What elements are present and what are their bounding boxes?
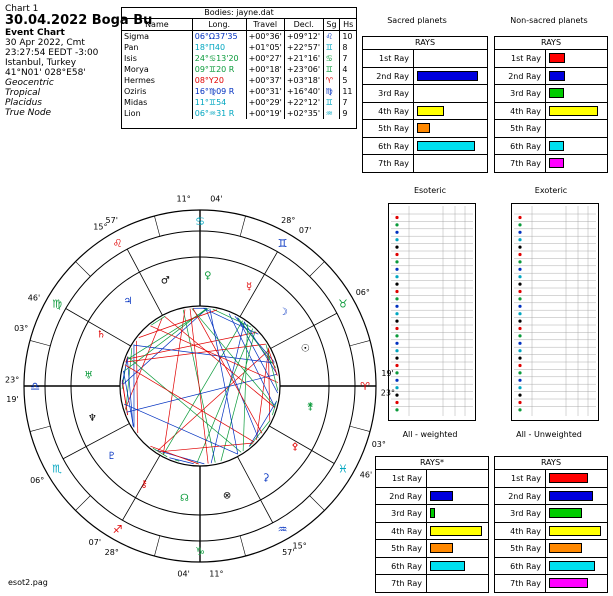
rays-panel-unweighted: [494, 456, 608, 593]
aspect-line: [136, 341, 137, 433]
cusp-degree-label: 03°: [371, 440, 386, 450]
planet-glyph-icon: ⚳: [262, 472, 270, 484]
ray-row: [376, 470, 488, 488]
ray-bar: [549, 158, 564, 168]
esoteric-mini-table: [388, 203, 476, 421]
ray-label: 6th Ray: [510, 561, 541, 571]
house-cusp-line: [238, 457, 273, 523]
wheel-inner-circle: [120, 306, 280, 466]
chart-place: Istanbul, Turkey: [5, 58, 77, 68]
bodies-cell-name: Oziris: [124, 87, 147, 96]
col-sign: Sg: [323, 19, 340, 31]
bodies-row: [122, 86, 356, 97]
bodies-cell-travel: +00°31': [246, 86, 284, 97]
cusp-degree-label: 04': [210, 194, 223, 204]
bodies-cell-decl: +03°18': [284, 75, 323, 86]
bodies-row: [122, 42, 356, 53]
zodiac-sign-icon: ♍: [52, 297, 63, 311]
ray-bar: [549, 106, 598, 116]
planet-glyph-icon: ♂: [160, 275, 170, 287]
nonsacred-title: Non-sacred planets: [510, 16, 588, 25]
ray-bar: [549, 561, 595, 571]
ray-row: [495, 50, 607, 68]
bodies-cell-name: Pan: [124, 43, 139, 52]
cusp-degree-label: 11°: [209, 569, 224, 579]
cusp-degree-label: 19': [6, 395, 19, 405]
ray-row: [376, 523, 488, 541]
unweighted-caption: All - Unweighted: [516, 430, 582, 439]
ray-row: [363, 138, 487, 156]
rays-panel-nonsacred: [494, 36, 608, 173]
ray-label: 1st Ray: [511, 54, 541, 63]
ray-row: [495, 488, 607, 506]
cusp-degree-label: 46': [27, 293, 41, 303]
rays-panel-sacred: [362, 36, 488, 173]
cusp-degree-label: 11°: [176, 194, 191, 204]
bodies-cell-hs: 5: [340, 75, 356, 86]
cusp-degree-label: 28°: [281, 216, 296, 226]
ray-label: 3rd Ray: [510, 509, 541, 518]
ray-row: [363, 50, 487, 68]
bodies-cell-long: 08°Υ20: [192, 75, 246, 86]
ray-label: 6th Ray: [391, 561, 422, 571]
rays-title: RAYS: [495, 37, 607, 50]
zodiac-sign-icon: ♎: [30, 380, 40, 393]
bodies-cell-name: Morya: [124, 65, 149, 74]
zodiac-sign-icon: ♓: [337, 462, 348, 476]
aspect-line: [190, 309, 208, 464]
bodies-title: Bodies: jayne.dat: [122, 8, 356, 19]
bodies-cell-hs: 10: [340, 31, 356, 43]
ray-bar: [430, 561, 465, 571]
ray-label: 6th Ray: [510, 141, 541, 151]
zodiac-sign-icon: ♋: [195, 215, 205, 228]
esoteric-title: Esoteric: [413, 186, 447, 195]
planet-glyph-icon: ☿: [246, 281, 253, 293]
bodies-table: [121, 7, 357, 129]
bodies-cell-long: 16°♍09 R: [192, 86, 246, 97]
ray-label: 4th Ray: [510, 106, 541, 116]
chart-opt-placidus: Placidus: [5, 98, 42, 108]
ray-row: [363, 68, 487, 86]
ray-row: [363, 103, 487, 121]
ray-row: [495, 138, 607, 156]
ray-label: 1st Ray: [392, 474, 422, 483]
exoteric-title: Exoteric: [534, 186, 568, 195]
bodies-cell-name: Isis: [124, 54, 137, 63]
ray-bar: [549, 71, 565, 81]
planet-glyph-icon: ⊗: [222, 490, 232, 502]
cusp-degree-label: 15°: [292, 541, 307, 551]
bodies-cell-long: 11°♊54: [192, 97, 246, 108]
ray-label: 2nd Ray: [389, 491, 422, 501]
bodies-cell-travel: +00°36': [246, 31, 284, 43]
bodies-cell-travel: +00°37': [246, 75, 284, 86]
bodies-cell-sg: ♌: [323, 31, 340, 43]
chart-number: Chart 1: [5, 4, 39, 14]
ray-row: [495, 120, 607, 138]
bodies-cell-decl: +21°16': [284, 53, 323, 64]
bodies-cell-long: 24°♋13'20: [192, 53, 246, 64]
cusp-degree-label: 07': [298, 226, 312, 236]
cusp-degree-label: 57': [105, 216, 118, 226]
bodies-cell-decl: +22°12': [284, 97, 323, 108]
bodies-cell-decl: +23°06': [284, 64, 323, 75]
bodies-cell-name: Hermes: [124, 76, 155, 85]
bodies-row: [122, 75, 356, 86]
col-travel: Travel: [246, 19, 284, 31]
ray-label: 4th Ray: [378, 106, 409, 116]
ray-bar: [549, 88, 564, 98]
bodies-cell-travel: +00°29': [246, 97, 284, 108]
planet-glyph-icon: ⚷: [140, 478, 148, 490]
chart-time: 23:27:54 EEDT -3:00: [5, 48, 99, 58]
bodies-cell-name: Sigma: [124, 32, 150, 41]
ray-label: 6th Ray: [378, 141, 409, 151]
rays-title: RAYS: [495, 457, 607, 470]
ray-label: 1st Ray: [511, 474, 541, 483]
bodies-cell-hs: 8: [340, 42, 356, 53]
ray-label: 7th Ray: [510, 159, 541, 168]
planet-glyph-icon: ⚴: [291, 441, 299, 453]
ray-label: 3rd Ray: [391, 509, 422, 518]
cusp-degree-label: 06°: [30, 476, 45, 485]
weighted-caption: All - weighted: [402, 430, 458, 439]
cusp-degree-label: 15°: [93, 222, 108, 232]
cusp-degree-label: 07': [88, 537, 102, 547]
ray-bar: [417, 141, 475, 151]
bodies-cell-hs: 4: [340, 64, 356, 75]
ray-label: 2nd Ray: [508, 71, 541, 81]
ray-bar: [549, 473, 588, 483]
ray-label: 2nd Ray: [376, 71, 409, 81]
ray-bar: [430, 526, 482, 536]
bodies-cell-long: 09°♊20 R: [192, 64, 246, 75]
planet-glyph-icon: ☽: [278, 307, 288, 319]
planet-glyph-icon: ♆: [87, 412, 97, 424]
bodies-cell-decl: +22°57': [284, 42, 323, 53]
aspect-line: [163, 309, 185, 454]
ray-bar: [417, 71, 478, 81]
ray-bar: [549, 491, 593, 501]
zodiac-sign-icon: ♈: [360, 380, 370, 393]
bodies-cell-decl: +09°12': [284, 31, 323, 43]
planet-glyph-icon: ♅: [84, 370, 94, 382]
ray-bar: [549, 141, 564, 151]
ray-bar: [549, 508, 582, 518]
ray-row: [376, 558, 488, 576]
zodiac-sign-icon: ♉: [337, 297, 348, 311]
ray-bar: [430, 543, 453, 553]
ray-label: 5th Ray: [510, 544, 541, 553]
aspect-line: [124, 404, 238, 454]
footer-filename: esot2.pag: [8, 578, 48, 587]
zodiac-sign-icon: ♊: [277, 237, 288, 251]
bodies-cell-long: 18°Π40: [192, 42, 246, 53]
ray-bar: [549, 543, 582, 553]
chart-opt-truenode: True Node: [5, 108, 52, 118]
cusp-degree-label: 46': [359, 470, 373, 480]
col-name: Name: [122, 19, 192, 31]
zodiac-sign-icon: ♑: [195, 545, 205, 558]
bodies-cell-hs: 7: [340, 97, 356, 108]
bodies-cell-sg: ♈: [323, 75, 340, 86]
ray-row: [495, 575, 607, 592]
ray-label: 7th Ray: [391, 579, 422, 588]
ray-label: 2nd Ray: [508, 491, 541, 501]
bodies-cell-hs: 7: [340, 53, 356, 64]
planet-glyph-icon: ⚵: [306, 401, 314, 413]
cusp-degree-label: 03°: [14, 323, 29, 333]
bodies-cell-sg: ♋: [323, 53, 340, 64]
ray-row: [495, 68, 607, 86]
chart-wheel: [0, 194, 395, 579]
aspect-line: [128, 357, 241, 453]
zodiac-sign-icon: ♏: [52, 462, 63, 476]
ray-label: 4th Ray: [391, 526, 422, 536]
house-cusp-line: [63, 424, 129, 459]
bodies-row: [122, 97, 356, 108]
cusp-degree-label: 28°: [104, 547, 119, 557]
ray-label: 7th Ray: [510, 579, 541, 588]
ray-bar: [549, 53, 565, 63]
aspect-line: [249, 401, 276, 446]
planet-glyph-icon: ☉: [300, 343, 310, 355]
bodies-cell-long: 06°Ω37'35: [192, 31, 246, 43]
zodiac-sign-icon: ♌: [112, 237, 123, 251]
cusp-degree-label: 06°: [355, 288, 370, 297]
bodies-row: [122, 108, 356, 119]
bodies-cell-decl: +02°35': [284, 108, 323, 119]
house-cusp-line: [269, 426, 334, 464]
ray-row: [376, 488, 488, 506]
col-decl: Decl.: [284, 19, 323, 31]
bodies-cell-decl: +16°40': [284, 86, 323, 97]
aspect-line: [127, 332, 257, 359]
bodies-cell-long: 06°♒31 R: [192, 108, 246, 119]
ray-label: 1st Ray: [379, 54, 409, 63]
ray-row: [363, 155, 487, 172]
bodies-cell-sg: ♊: [323, 64, 340, 75]
ray-row: [495, 85, 607, 103]
ray-row: [495, 103, 607, 121]
chart-date: 30 Apr 2022, Cmt: [5, 38, 85, 48]
ray-label: 5th Ray: [510, 124, 541, 133]
ray-row: [495, 540, 607, 558]
bodies-row: [122, 31, 356, 43]
bodies-cell-hs: 9: [340, 108, 356, 119]
bodies-cell-sg: ♊: [323, 97, 340, 108]
ray-row: [495, 558, 607, 576]
ray-row: [495, 523, 607, 541]
ray-bar: [549, 578, 588, 588]
ray-row: [363, 120, 487, 138]
bodies-cell-travel: +00°18': [246, 64, 284, 75]
col-house: Hs: [340, 19, 356, 31]
ray-row: [495, 470, 607, 488]
ray-row: [495, 155, 607, 172]
col-long: Long.: [192, 19, 246, 31]
ray-bar: [417, 123, 430, 133]
cusp-degree-label: 04': [177, 569, 190, 579]
planet-glyph-icon: ♃: [123, 296, 133, 308]
bodies-cell-sg: ♒: [323, 108, 340, 119]
chart-type: Event Chart: [5, 28, 65, 38]
bodies-cell-hs: 11: [340, 86, 356, 97]
planet-glyph-icon: ♇: [107, 450, 117, 462]
bodies-row: [122, 64, 356, 75]
planet-glyph-icon: ♄: [96, 329, 106, 341]
ray-bar: [549, 526, 601, 536]
sacred-title: Sacred planets: [387, 16, 447, 25]
cusp-degree-label: 23°: [5, 375, 20, 385]
bodies-cell-sg: ♊: [323, 42, 340, 53]
house-cusp-line: [127, 249, 162, 315]
ray-bar: [417, 106, 444, 116]
ray-label: 5th Ray: [378, 124, 409, 133]
bodies-cell-name: Midas: [124, 98, 148, 107]
ray-label: 4th Ray: [510, 526, 541, 536]
ray-label: 5th Ray: [391, 544, 422, 553]
ray-label: 3rd Ray: [378, 89, 409, 98]
ray-row: [376, 575, 488, 592]
bodies-row: [122, 53, 356, 64]
planet-glyph-icon: ♀: [204, 270, 212, 282]
ray-row: [376, 540, 488, 558]
cusp-degree-label: 19': [381, 368, 394, 378]
ray-row: [495, 505, 607, 523]
bodies-cell-travel: +00°27': [246, 53, 284, 64]
aspect-line: [125, 365, 254, 442]
chart-title: 30.04.2022 Boga Bu: [5, 13, 153, 28]
rays-title: RAYS*: [376, 457, 488, 470]
planet-glyph-icon: ☊: [179, 492, 189, 504]
rays-title: RAYS: [363, 37, 487, 50]
cusp-degree-label: 23°: [380, 388, 395, 398]
ray-row: [363, 85, 487, 103]
chart-opt-geocentric: Geocentric: [5, 78, 54, 88]
rays-panel-weighted: [375, 456, 489, 593]
chart-coords: 41°N01' 028°E58': [5, 68, 86, 78]
bodies-cell-travel: +01°05': [246, 42, 284, 53]
aspect-line: [163, 321, 242, 455]
ray-label: 7th Ray: [378, 159, 409, 168]
chart-opt-tropical: Tropical: [5, 88, 41, 98]
bodies-cell-name: Lion: [124, 109, 141, 118]
ray-bar: [430, 491, 453, 501]
exoteric-mini-table: [511, 203, 599, 421]
zodiac-sign-icon: ♒: [277, 522, 288, 536]
cusp-degree-label: 57': [282, 547, 295, 557]
zodiac-sign-icon: ♐: [112, 522, 123, 536]
ray-row: [376, 505, 488, 523]
bodies-cell-sg: ♍: [323, 86, 340, 97]
bodies-cell-travel: +00°19': [246, 108, 284, 119]
ray-label: 3rd Ray: [510, 89, 541, 98]
ray-bar: [430, 508, 435, 518]
